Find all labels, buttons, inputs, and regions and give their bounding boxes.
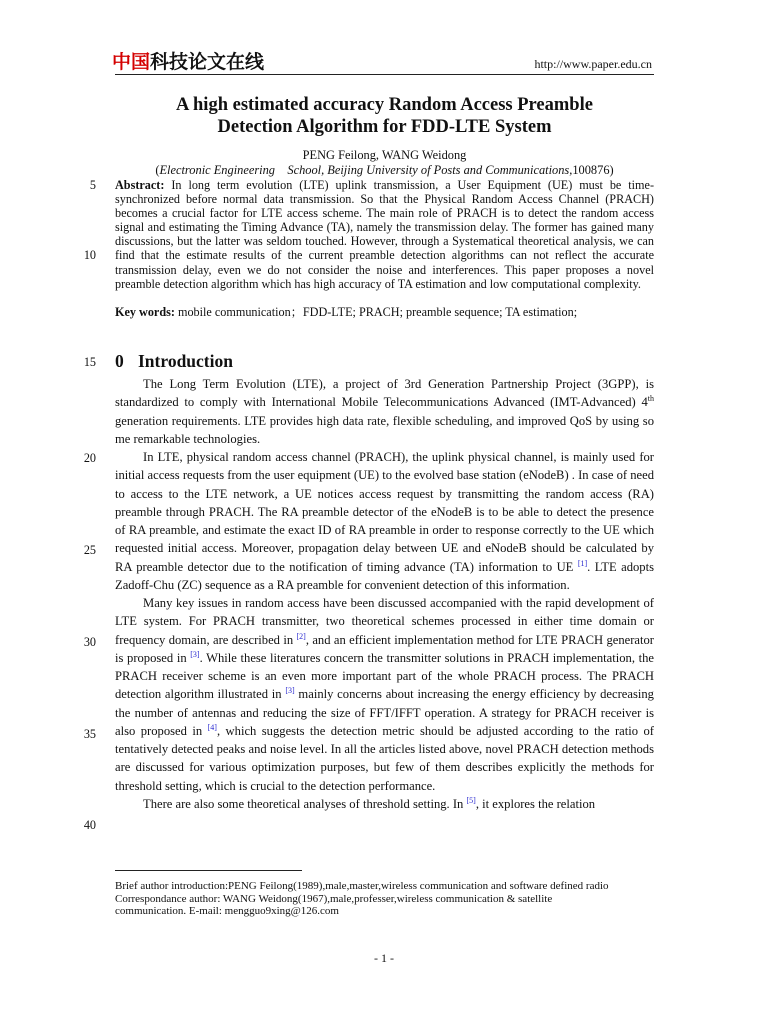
header-url[interactable]: http://www.paper.edu.cn (534, 57, 652, 71)
paragraph: Many key issues in random access have been discussed accompanied with the rapid development of LTE system. For PRACH transmitter, two theoretical schemes processed in either time domain or frequency domain, are described in [2], and an efficient implementation method for LTE PRACH generator is proposed in [3]. While these literatures concern the transmitter solutions in PRACH implementation, the PRACH receiver scheme is an even more important part of the whole PRACH process. The PRACH detection algorithm illustrated in [3] mainly concerns about increasing the energy efficiency by decreasing the number of antennas and reducing the size of FFT/IFFT operation. A strategy for PRACH receiver is also proposed in [4], which suggests the detection metric should be adjusted according to the ratio of tentatively detected peaks and noise level. In all the articles listed above, novel PRACH detection methods are discussed for various optimization purposes, but few of them describes explicitly the methods for threshold setting, which is crucial to the detection performance. (115, 596, 655, 793)
abstract-text: In long term evolution (LTE) uplink transmission, a User Equipment (UE) must be time-synchronized before normal data transmission. So that the Physical Random Access Channel (PRACH) becomes a crucial factor for LTE access scheme. The main role of PRACH is to detect the random access signal and estimating the Timing Advance (TA), namely the transmission delay. The former has gained many discussions, but the latter was seldom touched. However, through a Systematical theoretical analysis, we can find that the estimate results of the current preamble detection algorithms can not reflect the accurate transmission delay, even we do not consider the noise and interferences. This paper proposes a novel preamble detection algorithm which has high accuracy of TA estimation and low computational complexity. (115, 178, 654, 291)
citation-link[interactable]: [3] (190, 649, 200, 659)
paragraph: There are also some theoretical analyses of threshold setting. In [5], it explores the relation (143, 795, 596, 811)
line-number: 35 (83, 727, 96, 741)
paragraph: In LTE, physical random access channel (PRACH), the uplink physical channel, is mainly used for initial access requests from the user equipment (UE) to the evolved base station (eNodeB) . In case of need to access to the LTE network, a UE notices access request by transmitting the random access (RA) preamble through PRACH. The RA preamble detector of the eNodeB is to be able to detect the presence of RA preamble, and estimate the exact ID of RA preamble in order to response correctly to the UE which requested initial access. Moreover, propagation delay between UE and eNodeB should be calculated by RA preamble detector due to the notification of timing advance (TA) information to UE [1]. LTE adopts Zadoff-Chu (ZC) sequence as a RA preamble for convenient detection of this information. (115, 450, 654, 592)
abstract-label: Abstract: (115, 178, 165, 192)
authors: PENG Feilong, WANG Weidong (302, 148, 467, 162)
footnote-divider (115, 870, 302, 871)
line-number: 30 (83, 635, 96, 649)
affiliation: (Electronic Engineering School, Beijing University of Posts and Communications,100876) (155, 163, 614, 177)
journal-logo: 中国科技论文在线 (112, 51, 265, 73)
body-text (115, 375, 654, 813)
line-number: 15 (83, 355, 96, 369)
citation-link[interactable]: [4] (207, 722, 217, 732)
paragraph: The Long Term Evolution (LTE), a project of 3rd Generation Partnership Project (3GPP), is standardized to comply with International Mobile Telecommunications Advanced (IMT-Advanced) 4th generation requirements. LTE provides high data rate, flexible scheduling, and improved QoS by using so me remarkable technologies. (115, 377, 654, 446)
citation-link[interactable]: [5] (466, 795, 476, 805)
line-number: 40 (83, 818, 96, 832)
header-divider (115, 74, 654, 75)
line-number: 5 (89, 178, 96, 192)
citation-link[interactable]: [2] (296, 631, 306, 641)
page-number: - 1 - (374, 951, 394, 965)
citation-link[interactable]: [1] (577, 558, 588, 568)
footnote: Brief author introduction:PENG Feilong(1989),male,master,wireless communication and software defined radio Correspondance author: WANG Weidong(1967),male,professer,wireless communication & satellite communication. E-mail: mengguo9xing@126.com (115, 880, 609, 917)
line-number: 25 (83, 543, 96, 557)
paper-title: A high estimated accuracy Random Access Preamble Detection Algorithm for FDD-LTE System (176, 95, 593, 137)
line-number: 10 (83, 248, 96, 262)
keywords (115, 305, 654, 319)
section-heading: 0 Introduction (115, 351, 233, 371)
citation-link[interactable]: [3] (285, 686, 295, 696)
keywords-label: Key words: (115, 305, 175, 319)
line-number: 20 (83, 451, 96, 465)
keywords-text: mobile communication；FDD-LTE; PRACH; preamble sequence; TA estimation; (177, 305, 578, 319)
abstract (115, 178, 654, 291)
